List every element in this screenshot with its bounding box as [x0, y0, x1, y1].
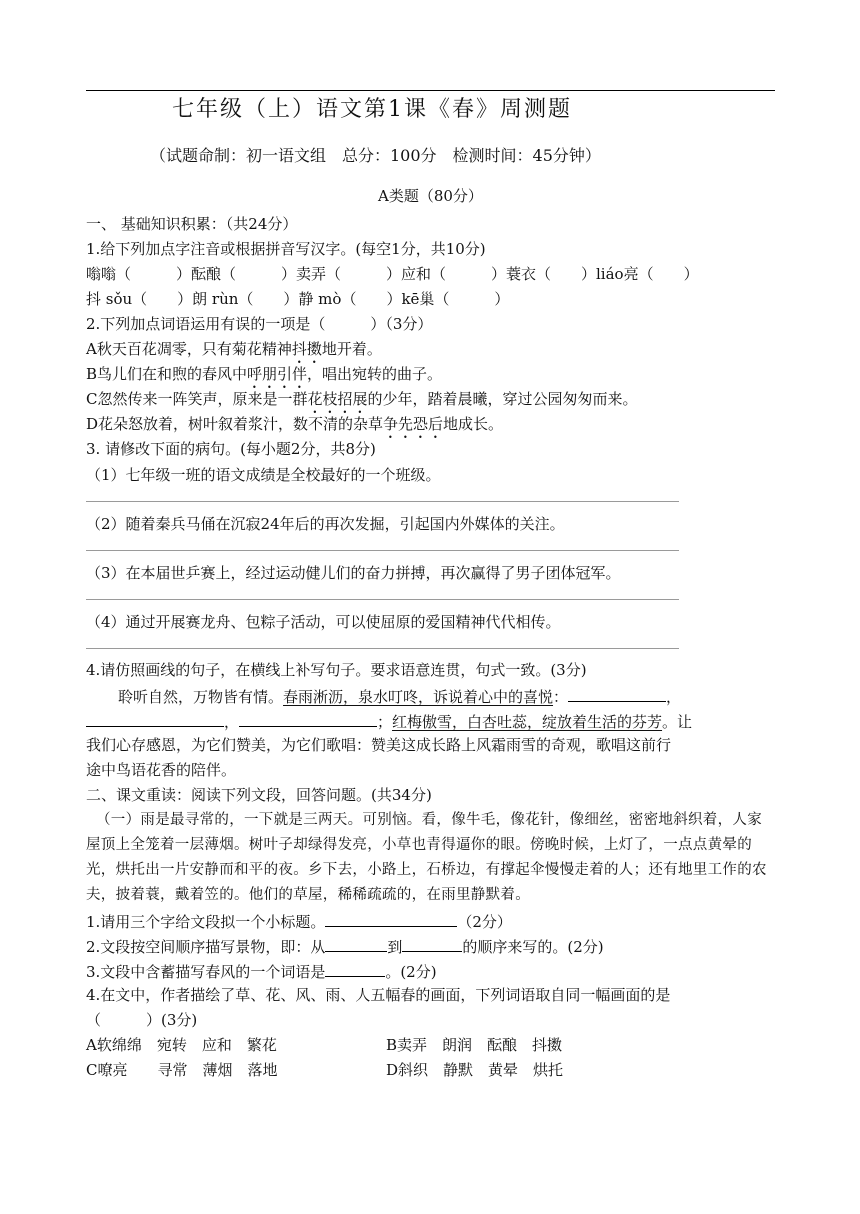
dotted-word: 抖擞 — [291, 340, 322, 358]
part1-heading: 一、 基础知识积累：（共24分） — [86, 215, 298, 233]
page-title: 七年级（上）语文第1课《春》周测题 — [172, 97, 572, 122]
q3-sentence-2: （2）随着秦兵马俑在沉寂24年后的再次发掘，引起国内外媒体的关注。 — [86, 515, 565, 533]
q3-sentence-3: （3）在本届世乒赛上，经过运动健儿们的奋力拼搏，再次赢得了男子团体冠军。 — [86, 564, 621, 582]
q-text: 3.文段中含蓄描写春风的一个词语是 — [86, 963, 326, 981]
q1-stem: 1.给下列加点字注音或根据拼音写汉字。(每空1分，共10分) — [86, 240, 486, 258]
fill-blank[interactable] — [402, 933, 462, 952]
part2-heading: 二、课文重读：阅读下列文段，回答问题。(共34分) — [86, 786, 432, 804]
q3-stem: 3. 请修改下面的病句。(每小题2分，共8分) — [86, 440, 376, 458]
dotted-word: 争先恐后 — [383, 415, 444, 433]
q-text: 的顺序来写的。(2分) — [462, 938, 604, 956]
option-text: C忽然传来一阵笑声，原来是一群 — [86, 390, 308, 408]
q1-row2: 抖 sǒu（ ）朗 rùn（ ）静 mò（ ）kē巢（ ） — [86, 290, 510, 308]
q-text: 1.请用三个字给文段拟一个小标题。 — [86, 913, 326, 931]
dotted-word: 花枝招展 — [307, 390, 368, 408]
q3-sentence-4: （4）通过开展赛龙舟、包粽子活动，可以使屈原的爱国精神代代相传。 — [86, 613, 561, 631]
underlined-sentence: 红梅傲雪，白杏吐蕊，绽放着生活的芬芳 — [392, 713, 663, 731]
q4-line-3: 我们心存感恩，为它们赞美，为它们歌唱：赞美这成长路上风霜雨雪的奇观，歌唱这前行 — [86, 736, 672, 754]
fill-blank[interactable] — [325, 958, 385, 977]
option-text: 的少年，踏着晨曦，穿过公园匆匆而来。 — [367, 390, 638, 408]
q-text: 2.文段按空间顺序描写景物，即：从 — [86, 938, 326, 956]
q4-text: ： — [553, 688, 569, 706]
p2-q4-stem: 4.在文中，作者描绘了草、花、风、雨、人五幅春的画面，下列词语取自同一幅画面的是 — [86, 986, 671, 1004]
option-b: B卖弄 朗润 酝酿 抖擞 — [386, 1036, 563, 1054]
option-text: D花朵怒放着，树叶叙着浆汁，数不清的杂草 — [86, 415, 384, 433]
q4-text: ； — [377, 713, 393, 731]
p2-q1 — [86, 908, 776, 933]
fill-blank[interactable] — [325, 908, 457, 927]
options-row-1 — [86, 1033, 776, 1058]
answer-line[interactable] — [86, 489, 776, 511]
p2-q2 — [86, 933, 776, 958]
p2-q3 — [86, 958, 776, 983]
q4-text: 聆听自然，万物皆有情。 — [118, 688, 284, 706]
option-c: C嘹亮 寻常 薄烟 落地 — [86, 1061, 278, 1079]
option-text: A秋天百花凋零，只有菊花精神 — [86, 340, 292, 358]
reading-passage: （一）雨是最寻常的，一下就是三两天。可别恼。看，像牛毛，像花针，像细丝，密密地斜织着，人家屋顶上全笼着一层薄烟。树叶子却绿得发亮，小草也青得逼你的眼。傍晚时候，上灯了，一点点黄晕的光，烘托出一片安静而和平的夜。乡下去，小路上，石桥边，有撑起伞慢慢走着的人；还有地里工作的农夫，披着蓑，戴着笠的。他们的草屋，稀稀疏疏的，在雨里静默着。 — [86, 812, 767, 903]
q-text: （2分） — [457, 913, 512, 931]
q1-row1: 嗡嗡（ ）酝酿（ ）卖弄（ ）应和（ ）蓑衣（ ）liáo亮（ ） — [86, 265, 699, 283]
option-text: 地成长。 — [443, 415, 504, 433]
q4-stem: 4.请仿照画线的句子，在横线上补写句子。要求语意连贯，句式一致。(3分) — [86, 661, 587, 679]
option-text: ，唱出宛转的曲子。 — [307, 365, 443, 383]
underlined-sentence: 春雨淅沥，泉水叮咚，诉说着心中的喜悦 — [283, 688, 554, 706]
fill-blank[interactable] — [239, 708, 377, 727]
q2-option-b — [86, 362, 776, 387]
option-a: A软绵绵 宛转 应和 繁花 — [86, 1036, 277, 1054]
q2-option-a — [86, 337, 776, 362]
q4-line-1 — [86, 683, 776, 708]
q4-text: 。让 — [662, 713, 693, 731]
p2-q4-stem-2: （ ）(3分) — [86, 1011, 198, 1029]
q4-text: ， — [224, 713, 240, 731]
q2-option-c — [86, 387, 776, 412]
answer-line[interactable] — [86, 636, 776, 658]
exam-content — [86, 212, 776, 1083]
q2-stem: 2.下列加点词语运用有误的一项是（ ）（3分） — [86, 315, 433, 333]
fill-blank[interactable] — [568, 683, 666, 702]
q3-sentence-1: （1）七年级一班的语文成绩是全校最好的一个班级。 — [86, 466, 441, 484]
top-rule — [86, 90, 775, 91]
fill-blank[interactable] — [325, 933, 387, 952]
answer-line[interactable] — [86, 538, 776, 560]
q-text: 。(2分) — [385, 963, 437, 981]
q-text: 到 — [387, 938, 403, 956]
section-a-heading: A类题（80分） — [378, 187, 483, 205]
options-row-2 — [86, 1058, 776, 1083]
option-text: 地开着。 — [321, 340, 382, 358]
option-text: B鸟儿们在和煦的春风中 — [86, 365, 248, 383]
q4-line-4: 途中鸟语花香的陪伴。 — [86, 761, 237, 779]
q4-line-2 — [86, 708, 776, 733]
exam-info: （试题命制：初一语文组 总分：100分 检测时间：45分钟） — [150, 146, 601, 165]
option-d: D斜织 静默 黄晕 烘托 — [386, 1061, 564, 1079]
dotted-word: 呼朋引伴 — [247, 365, 308, 383]
q4-text: ， — [666, 688, 682, 706]
answer-line[interactable] — [86, 587, 776, 609]
q2-option-d — [86, 412, 776, 437]
fill-blank[interactable] — [86, 708, 224, 727]
